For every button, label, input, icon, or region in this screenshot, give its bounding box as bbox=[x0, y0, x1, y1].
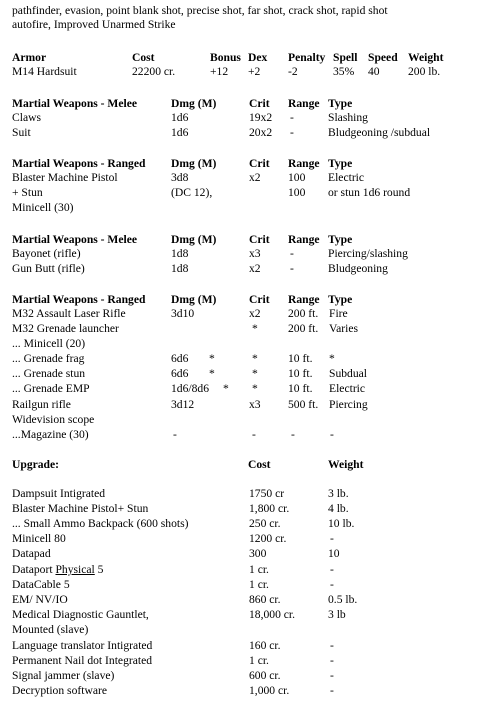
armor-col-cost: Cost bbox=[132, 51, 155, 64]
weapon-crit: x3 bbox=[249, 398, 261, 411]
upgrade-cost: 1200 cr. bbox=[249, 532, 287, 545]
weapon-extra: * bbox=[223, 382, 229, 395]
armor-col-dex: Dex bbox=[248, 51, 268, 64]
table-row bbox=[0, 307, 483, 321]
armor-dex: +2 bbox=[248, 65, 261, 78]
list-item bbox=[0, 578, 483, 592]
upgrade-weight: - bbox=[330, 532, 334, 545]
upgrade-weight: 0.5 lb. bbox=[328, 593, 358, 606]
weapon-name: + Stun bbox=[12, 186, 43, 199]
weapon-type: Bludgeoning /subdual bbox=[328, 126, 431, 139]
weapon-extra: * bbox=[209, 367, 215, 380]
upgrade-weight: 3 lb bbox=[328, 608, 346, 621]
melee2-col-dmg: Dmg (M) bbox=[171, 233, 217, 246]
melee1-header bbox=[0, 97, 483, 111]
armor-col-penalty: Penalty bbox=[288, 51, 326, 64]
armor-row bbox=[0, 65, 483, 79]
weapon-type: Piercing bbox=[329, 398, 368, 411]
weapon-range: - bbox=[290, 247, 294, 260]
list-item bbox=[0, 608, 483, 622]
table-row bbox=[0, 352, 483, 366]
armor-header bbox=[0, 51, 483, 65]
weapon-dmg: 6d6 bbox=[171, 352, 189, 365]
weapon-name: Blaster Machine Pistol bbox=[12, 171, 118, 184]
upgrade-name: Mounted (slave) bbox=[12, 623, 89, 636]
melee2-col-crit: Crit bbox=[249, 233, 270, 246]
weapon-range: - bbox=[290, 126, 294, 139]
upgrade-weight: 4 lb. bbox=[328, 502, 349, 515]
weapon-name: Suit bbox=[12, 126, 31, 139]
melee1-col-dmg: Dmg (M) bbox=[171, 97, 217, 110]
list-item bbox=[0, 593, 483, 607]
weapon-name: Railgun rifle bbox=[12, 398, 71, 411]
upgrade-cost: 860 cr. bbox=[249, 593, 281, 606]
weapon-range: 10 ft. bbox=[288, 382, 313, 395]
upgrade-weight: 10 bbox=[328, 547, 340, 560]
armor-penalty: -2 bbox=[288, 65, 298, 78]
upgrade-cost: 300 bbox=[249, 547, 267, 560]
weapon-dmg: 1d6 bbox=[171, 111, 189, 124]
ranged2-col-range: Range bbox=[288, 293, 320, 306]
intro-line-2: autofire, Improved Unarmed Strike bbox=[12, 18, 176, 31]
upgrade-weight: - bbox=[330, 578, 334, 591]
upgrade-name: Signal jammer (slave) bbox=[12, 669, 115, 682]
upgrade-header bbox=[0, 458, 483, 472]
table-row bbox=[0, 247, 483, 261]
ranged2-header bbox=[0, 293, 483, 307]
melee1-col-crit: Crit bbox=[249, 97, 270, 110]
ranged2-col-crit: Crit bbox=[249, 293, 270, 306]
armor-col-bonus: Bonus bbox=[210, 51, 241, 64]
upgrade-name: Decryption software bbox=[12, 684, 107, 697]
upgrade-cost: 1,800 cr. bbox=[249, 502, 290, 515]
upgrade-cost: 250 cr. bbox=[249, 517, 281, 530]
table-row bbox=[0, 126, 483, 140]
upgrade-col-cost: Cost bbox=[248, 458, 271, 471]
weapon-name: M32 Grenade launcher bbox=[12, 322, 119, 335]
melee2-col-weapon: Martial Weapons - Melee bbox=[12, 233, 138, 246]
upgrade-weight: 10 lb. bbox=[328, 517, 355, 530]
upgrade-weight: - bbox=[330, 669, 334, 682]
table-row bbox=[0, 322, 483, 336]
weapon-extra: * bbox=[209, 352, 215, 365]
weapon-name: ...Magazine (30) bbox=[12, 428, 89, 441]
upgrade-weight: - bbox=[330, 639, 334, 652]
armor-col-name: Armor bbox=[12, 51, 47, 64]
weapon-range: 500 ft. bbox=[288, 398, 319, 411]
weapon-crit: 20x2 bbox=[249, 126, 273, 139]
upgrade-name: Language translator Intigrated bbox=[12, 639, 153, 652]
armor-speed: 40 bbox=[368, 65, 380, 78]
ranged1-header bbox=[0, 157, 483, 171]
weapon-dmg: 3d10 bbox=[171, 307, 195, 320]
weapon-crit: x2 bbox=[249, 307, 261, 320]
melee2-header bbox=[0, 233, 483, 247]
weapon-crit: * bbox=[252, 382, 258, 395]
weapon-range: 200 ft. bbox=[288, 307, 319, 320]
list-item bbox=[0, 654, 483, 668]
upgrade-cost: 160 cr. bbox=[249, 639, 281, 652]
weapon-range: 10 ft. bbox=[288, 352, 313, 365]
weapon-dmg: 3d8 bbox=[171, 171, 189, 184]
upgrade-cost: 1 cr. bbox=[249, 654, 269, 667]
ranged2-col-type: Type bbox=[328, 293, 353, 306]
armor-spell: 35% bbox=[333, 65, 355, 78]
weapon-range: - bbox=[290, 262, 294, 275]
table-row bbox=[0, 428, 483, 442]
weapon-crit: - bbox=[252, 428, 256, 441]
upgrade-name: Blaster Machine Pistol+ Stun bbox=[12, 502, 149, 515]
weapon-range: 100 bbox=[288, 171, 306, 184]
weapon-type: Slashing bbox=[328, 111, 368, 124]
weapon-type: Varies bbox=[329, 322, 358, 335]
upgrade-col-weight: Weight bbox=[328, 458, 364, 471]
list-item bbox=[0, 517, 483, 531]
weapon-range: 200 ft. bbox=[288, 322, 319, 335]
table-row bbox=[0, 201, 483, 215]
weapon-dmg: 1d6/8d6 bbox=[171, 382, 210, 395]
list-item bbox=[0, 623, 483, 637]
weapon-type: or stun 1d6 round bbox=[328, 186, 411, 199]
table-row bbox=[0, 413, 483, 427]
weapon-crit: x2 bbox=[249, 171, 261, 184]
melee2-col-range: Range bbox=[288, 233, 320, 246]
weapon-type: Bludgeoning bbox=[328, 262, 388, 275]
weapon-name: ... Grenade stun bbox=[12, 367, 86, 380]
table-row bbox=[0, 337, 483, 351]
weapon-dmg: 1d8 bbox=[171, 247, 189, 260]
weapon-name: Widevision scope bbox=[12, 413, 95, 426]
list-item bbox=[0, 532, 483, 546]
armor-weight: 200 lb. bbox=[408, 65, 441, 78]
upgrade-weight: - bbox=[330, 654, 334, 667]
upgrade-name: Medical Diagnostic Gauntlet, bbox=[12, 608, 149, 621]
weapon-crit: * bbox=[252, 367, 258, 380]
upgrade-cost: 1 cr. bbox=[249, 578, 269, 591]
upgrade-name: Dampsuit Intigrated bbox=[12, 487, 106, 500]
ranged1-col-crit: Crit bbox=[249, 157, 270, 170]
weapon-range: - bbox=[291, 428, 295, 441]
upgrade-name: DataCable 5 bbox=[12, 578, 70, 591]
table-row bbox=[0, 398, 483, 412]
weapon-crit: x2 bbox=[249, 262, 261, 275]
armor-col-speed: Speed bbox=[368, 51, 398, 64]
intro-line-1: pathfinder, evasion, point blank shot, precise shot, far shot, crack shot, rapid shot bbox=[12, 4, 388, 17]
upgrade-name: ... Small Ammo Backpack (600 shots) bbox=[12, 517, 189, 530]
ranged1-col-type: Type bbox=[328, 157, 353, 170]
weapon-name: ... Grenade frag bbox=[12, 352, 85, 365]
list-item bbox=[0, 684, 483, 698]
ranged1-col-range: Range bbox=[288, 157, 320, 170]
melee1-col-weapon: Martial Weapons - Melee bbox=[12, 97, 138, 110]
armor-name: M14 Hardsuit bbox=[12, 65, 77, 78]
upgrade-cost: 600 cr. bbox=[249, 669, 281, 682]
weapon-dmg: 6d6 bbox=[171, 367, 189, 380]
melee1-col-range: Range bbox=[288, 97, 320, 110]
table-row bbox=[0, 367, 483, 381]
melee2-col-type: Type bbox=[328, 233, 353, 246]
upgrade-name-prefix: Dataport bbox=[12, 563, 56, 576]
weapon-dmg: (DC 12), bbox=[171, 186, 213, 199]
upgrade-col-name: Upgrade: bbox=[12, 458, 60, 471]
upgrade-weight: - bbox=[330, 684, 334, 697]
weapon-type: Fire bbox=[329, 307, 348, 320]
upgrade-cost: 18,000 cr. bbox=[249, 608, 296, 621]
weapon-dmg: - bbox=[173, 428, 177, 441]
upgrade-name: EM/ NV/IO bbox=[12, 593, 68, 606]
ranged2-col-dmg: Dmg (M) bbox=[171, 293, 217, 306]
weapon-crit: * bbox=[252, 322, 258, 335]
ranged1-col-dmg: Dmg (M) bbox=[171, 157, 217, 170]
armor-col-weight: Weight bbox=[408, 51, 444, 64]
weapon-type: Subdual bbox=[329, 367, 368, 380]
upgrade-cost: 1 cr. bbox=[249, 563, 269, 576]
weapon-type: Electric bbox=[328, 171, 365, 184]
upgrade-weight: - bbox=[330, 563, 334, 576]
weapon-dmg: 1d8 bbox=[171, 262, 189, 275]
weapon-type: Piercing/slashing bbox=[328, 247, 408, 260]
upgrade-name: Permanent Nail dot Integrated bbox=[12, 654, 153, 667]
weapon-range: - bbox=[290, 111, 294, 124]
list-item bbox=[0, 502, 483, 516]
weapon-crit: x3 bbox=[249, 247, 261, 260]
table-row bbox=[0, 382, 483, 396]
armor-cost: 22200 cr. bbox=[132, 65, 176, 78]
table-row bbox=[0, 262, 483, 276]
weapon-range: 10 ft. bbox=[288, 367, 313, 380]
weapon-name: ... Minicell (20) bbox=[12, 337, 86, 350]
weapon-dmg: 3d12 bbox=[171, 398, 195, 411]
ranged1-col-weapon: Martial Weapons - Ranged bbox=[12, 157, 146, 170]
upgrade-name: Datapad bbox=[12, 547, 51, 560]
list-item bbox=[0, 563, 483, 577]
weapon-name: M32 Assault Laser Rifle bbox=[12, 307, 126, 320]
list-item bbox=[0, 547, 483, 561]
weapon-type: Electric bbox=[329, 382, 366, 395]
upgrade-cost: 1750 cr bbox=[249, 487, 285, 500]
weapon-range: 100 bbox=[288, 186, 306, 199]
upgrade-name-suffix: 5 bbox=[94, 563, 104, 576]
weapon-name: Minicell (30) bbox=[12, 201, 74, 214]
list-item bbox=[0, 669, 483, 683]
table-row bbox=[0, 111, 483, 125]
weapon-name: ... Grenade EMP bbox=[12, 382, 90, 395]
weapon-crit: * bbox=[252, 352, 258, 365]
weapon-type: - bbox=[330, 428, 334, 441]
weapon-type: * bbox=[329, 352, 335, 365]
list-item bbox=[0, 639, 483, 653]
weapon-dmg: 1d6 bbox=[171, 126, 189, 139]
upgrade-name bbox=[12, 563, 103, 577]
upgrade-weight: 3 lb. bbox=[328, 487, 349, 500]
table-row bbox=[0, 186, 483, 200]
weapon-name: Bayonet (rifle) bbox=[12, 247, 81, 260]
physical-link[interactable]: Physical bbox=[55, 563, 95, 576]
weapon-name: Gun Butt (rifle) bbox=[12, 262, 85, 275]
weapon-name: Claws bbox=[12, 111, 41, 124]
ranged2-col-weapon: Martial Weapons - Ranged bbox=[12, 293, 146, 306]
armor-bonus: +12 bbox=[210, 65, 229, 78]
list-item bbox=[0, 487, 483, 501]
weapon-crit: 19x2 bbox=[249, 111, 273, 124]
armor-col-spell: Spell bbox=[333, 51, 358, 64]
melee1-col-type: Type bbox=[328, 97, 353, 110]
upgrade-name: Minicell 80 bbox=[12, 532, 66, 545]
upgrade-cost: 1,000 cr. bbox=[249, 684, 290, 697]
table-row bbox=[0, 171, 483, 185]
